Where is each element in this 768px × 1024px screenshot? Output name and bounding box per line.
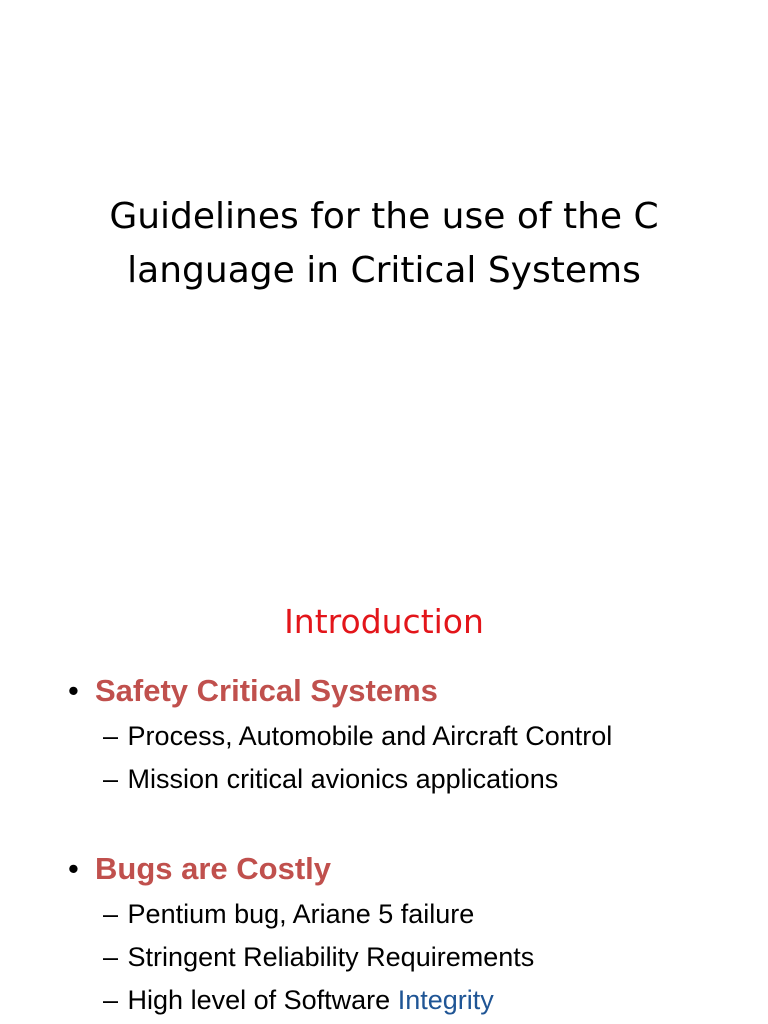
sub-item-text: Mission critical avionics applications: [127, 764, 559, 794]
sub-item: [103, 939, 534, 975]
introduction-slide: [0, 576, 768, 1024]
sub-marker: –: [103, 942, 119, 972]
sub-marker: –: [103, 764, 119, 794]
sub-item-text: High level of Software: [127, 985, 398, 1015]
integrity-highlight: Integrity: [397, 985, 494, 1015]
title-line-2: language in Critical Systems: [127, 250, 641, 291]
bullet-bugs-are-costly: [68, 849, 331, 889]
sub-marker: –: [103, 985, 119, 1015]
bullet-marker: •: [68, 673, 79, 708]
bullet-marker: •: [68, 851, 79, 886]
bullet-label: Bugs are Costly: [95, 851, 332, 886]
sub-item: [103, 982, 494, 1018]
bullet-label: Safety Critical Systems: [95, 673, 438, 708]
sub-item-text: Pentium bug, Ariane 5 failure: [127, 899, 475, 929]
sub-item: [103, 896, 474, 932]
sub-item: [103, 718, 612, 754]
title-line-1: Guidelines for the use of the C: [109, 196, 659, 237]
intro-heading: Introduction: [284, 602, 484, 641]
bullet-safety-critical-systems: [68, 671, 438, 711]
slide-title: [0, 190, 768, 298]
sub-item-text: Process, Automobile and Aircraft Control: [127, 721, 613, 751]
sub-marker: –: [103, 721, 119, 751]
sub-item-text: Stringent Reliability Requirements: [127, 942, 535, 972]
sub-item: [103, 761, 558, 797]
sub-marker: –: [103, 899, 119, 929]
